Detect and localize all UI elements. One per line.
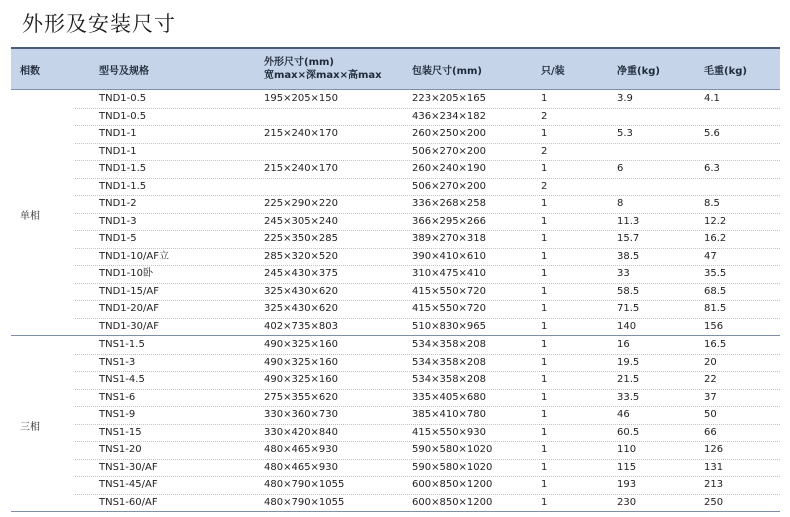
model-cell: TND1-3	[99, 215, 137, 227]
net-weight-cell: 60.5	[617, 426, 640, 438]
net-weight-cell: 33	[617, 268, 630, 279]
net-weight-cell: 8	[617, 198, 624, 209]
table-row	[11, 265, 780, 283]
dimensions-cell: 325×430×620	[264, 303, 339, 314]
gross-weight-cell: 81.5	[704, 303, 727, 314]
package-cell: 415×550×930	[412, 426, 487, 438]
net-weight-cell: 19.5	[617, 356, 640, 368]
phase-label: 单相	[20, 210, 40, 222]
quantity-cell: 1	[541, 320, 548, 332]
dimensions-cell: 325×430×620	[264, 285, 339, 297]
dimensions-cell: 285×320×520	[264, 250, 339, 262]
gross-weight-cell: 131	[704, 461, 724, 473]
header-net-weight: 净重(kg)	[617, 65, 660, 77]
dimensions-cell: 245×305×240	[264, 215, 339, 227]
net-weight-cell: 5.3	[617, 128, 633, 139]
table-row	[11, 195, 780, 213]
header-dimensions-line1: 外形尺寸(mm)	[264, 57, 334, 68]
header-dimensions	[264, 49, 382, 89]
table-row	[11, 424, 780, 442]
package-cell: 336×268×258	[412, 198, 487, 209]
model-cell: TND1-15/AF	[99, 285, 159, 297]
gross-weight-cell: 66	[704, 426, 717, 438]
net-weight-cell: 38.5	[617, 250, 640, 262]
quantity-cell: 1	[541, 339, 548, 350]
net-weight-cell: 6	[617, 163, 624, 174]
dimensions-cell: 490×325×160	[264, 339, 339, 350]
net-weight-cell: 140	[617, 320, 637, 332]
gross-weight-cell: 68.5	[704, 285, 727, 297]
quantity-cell: 1	[541, 479, 548, 490]
quantity-cell: 1	[541, 391, 548, 403]
phase-group	[11, 336, 780, 512]
model-cell: TND1-30/AF	[99, 320, 159, 332]
table-row	[11, 283, 780, 301]
table-row	[11, 230, 780, 248]
table-row	[11, 125, 780, 143]
dimensions-cell: 480×465×930	[264, 444, 339, 455]
table-row	[11, 248, 780, 266]
header-dimensions-line2: 宽max×深max×高max	[264, 70, 382, 81]
table-row	[11, 108, 780, 126]
dimensions-cell: 490×325×160	[264, 356, 339, 368]
package-cell: 506×270×200	[412, 180, 487, 192]
quantity-cell: 1	[541, 163, 548, 174]
net-weight-cell: 3.9	[617, 93, 633, 104]
package-cell: 415×550×720	[412, 303, 487, 314]
quantity-cell: 1	[541, 496, 548, 508]
table-row	[11, 494, 780, 512]
package-cell: 389×270×318	[412, 233, 487, 244]
table-row	[11, 318, 780, 336]
dimensions-cell: 245×430×375	[264, 268, 339, 279]
package-cell: 534×358×208	[412, 356, 487, 368]
gross-weight-cell: 156	[704, 320, 724, 332]
header-gross-weight: 毛重(kg)	[704, 65, 747, 77]
package-cell: 260×250×200	[412, 128, 487, 139]
net-weight-cell: 46	[617, 409, 630, 420]
model-cell: TND1-1	[99, 128, 137, 139]
package-cell: 260×240×190	[412, 163, 487, 174]
phase-group	[11, 90, 780, 336]
model-cell: TNS1-3	[99, 356, 136, 368]
quantity-cell: 2	[541, 180, 548, 192]
model-cell: TND1-2	[99, 198, 137, 209]
net-weight-cell: 16	[617, 339, 630, 350]
model-cell: TND1-1.5	[99, 163, 147, 174]
table-row	[11, 459, 780, 477]
package-cell: 310×475×410	[412, 268, 487, 279]
quantity-cell: 1	[541, 268, 548, 279]
model-cell: TNS1-30/AF	[99, 461, 158, 473]
net-weight-cell: 110	[617, 444, 637, 455]
gross-weight-cell: 250	[704, 496, 724, 508]
quantity-cell: 1	[541, 93, 548, 104]
package-cell: 534×358×208	[412, 339, 487, 350]
table-row	[11, 406, 780, 424]
net-weight-cell: 71.5	[617, 303, 640, 314]
model-cell: TNS1-60/AF	[99, 496, 158, 508]
quantity-cell: 1	[541, 426, 548, 438]
net-weight-cell: 115	[617, 461, 637, 473]
gross-weight-cell: 20	[704, 356, 717, 368]
table-row	[11, 160, 780, 178]
header-phase: 相数	[20, 65, 40, 77]
dimensions-cell: 195×205×150	[264, 93, 339, 104]
table-header	[11, 47, 780, 90]
quantity-cell: 1	[541, 356, 548, 368]
dimensions-cell: 490×325×160	[264, 374, 339, 385]
model-cell: TND1-1	[99, 145, 137, 157]
package-cell: 436×234×182	[412, 110, 487, 122]
quantity-cell: 1	[541, 198, 548, 209]
gross-weight-cell: 12.2	[704, 215, 727, 227]
quantity-cell: 1	[541, 303, 548, 314]
table-body	[11, 90, 780, 512]
package-cell: 506×270×200	[412, 145, 487, 157]
model-cell: TNS1-9	[99, 409, 136, 420]
dimensions-cell: 225×290×220	[264, 198, 339, 209]
page-title: 外形及安装尺寸	[22, 12, 176, 36]
table-row	[11, 143, 780, 161]
dimensions-cell: 402×735×803	[264, 320, 339, 332]
table-row	[11, 213, 780, 231]
package-cell: 534×358×208	[412, 374, 487, 385]
gross-weight-cell: 5.6	[704, 128, 720, 139]
quantity-cell: 1	[541, 250, 548, 262]
table-row	[11, 441, 780, 459]
net-weight-cell: 15.7	[617, 233, 640, 244]
dimensions-cell: 215×240×170	[264, 128, 339, 139]
package-cell: 510×830×965	[412, 320, 487, 332]
quantity-cell: 1	[541, 233, 548, 244]
gross-weight-cell: 126	[704, 444, 724, 455]
package-cell: 590×580×1020	[412, 444, 493, 455]
package-cell: 385×410×780	[412, 409, 487, 420]
net-weight-cell: 33.5	[617, 391, 640, 403]
dimensions-cell: 275×355×620	[264, 391, 339, 403]
quantity-cell: 1	[541, 461, 548, 473]
table-row	[11, 178, 780, 196]
model-cell: TND1-10/AF立	[99, 250, 169, 262]
dimensions-table	[11, 47, 780, 512]
header-quantity: 只/装	[541, 65, 565, 77]
table-row	[11, 90, 780, 108]
table-row	[11, 336, 780, 354]
dimensions-cell: 215×240×170	[264, 163, 339, 174]
model-cell: TNS1-1.5	[99, 339, 145, 350]
table-row	[11, 300, 780, 318]
header-package: 包装尺寸(mm)	[412, 65, 482, 77]
quantity-cell: 1	[541, 374, 548, 385]
package-cell: 390×410×610	[412, 250, 487, 262]
model-cell: TNS1-6	[99, 391, 136, 403]
quantity-cell: 2	[541, 145, 548, 157]
model-cell: TND1-5	[99, 233, 137, 244]
dimensions-cell: 480×790×1055	[264, 496, 345, 508]
gross-weight-cell: 50	[704, 409, 717, 420]
model-cell: TND1-0.5	[99, 93, 147, 104]
table-row	[11, 389, 780, 407]
package-cell: 415×550×720	[412, 285, 487, 297]
package-cell: 600×850×1200	[412, 479, 493, 490]
phase-label: 三相	[20, 421, 40, 433]
net-weight-cell: 230	[617, 496, 637, 508]
dimensions-cell: 330×420×840	[264, 426, 339, 438]
quantity-cell: 2	[541, 110, 548, 122]
gross-weight-cell: 37	[704, 391, 717, 403]
model-cell: TND1-10卧	[99, 268, 153, 279]
model-cell: TND1-1.5	[99, 180, 147, 192]
package-cell: 223×205×165	[412, 93, 487, 104]
table-row	[11, 371, 780, 389]
gross-weight-cell: 213	[704, 479, 724, 490]
gross-weight-cell: 16.2	[704, 233, 727, 244]
table-row	[11, 354, 780, 372]
dimensions-cell: 225×350×285	[264, 233, 339, 244]
net-weight-cell: 21.5	[617, 374, 640, 385]
table-row	[11, 476, 780, 494]
package-cell: 600×850×1200	[412, 496, 493, 508]
model-cell: TNS1-15	[99, 426, 142, 438]
net-weight-cell: 193	[617, 479, 637, 490]
dimensions-cell: 480×465×930	[264, 461, 339, 473]
gross-weight-cell: 4.1	[704, 93, 720, 104]
gross-weight-cell: 16.5	[704, 339, 727, 350]
gross-weight-cell: 8.5	[704, 198, 720, 209]
gross-weight-cell: 35.5	[704, 268, 727, 279]
net-weight-cell: 11.3	[617, 215, 640, 227]
model-cell: TND1-20/AF	[99, 303, 159, 314]
quantity-cell: 1	[541, 409, 548, 420]
model-cell: TNS1-4.5	[99, 374, 145, 385]
quantity-cell: 1	[541, 128, 548, 139]
net-weight-cell: 58.5	[617, 285, 640, 297]
model-cell: TNS1-45/AF	[99, 479, 158, 490]
dimensions-cell: 480×790×1055	[264, 479, 345, 490]
gross-weight-cell: 6.3	[704, 163, 720, 174]
quantity-cell: 1	[541, 285, 548, 297]
model-cell: TND1-0.5	[99, 110, 147, 122]
dimensions-cell: 330×360×730	[264, 409, 339, 420]
model-cell: TNS1-20	[99, 444, 142, 455]
package-cell: 366×295×266	[412, 215, 487, 227]
gross-weight-cell: 47	[704, 250, 717, 262]
quantity-cell: 1	[541, 444, 548, 455]
header-model: 型号及规格	[99, 65, 149, 77]
package-cell: 335×405×680	[412, 391, 487, 403]
gross-weight-cell: 22	[704, 374, 717, 385]
package-cell: 590×580×1020	[412, 461, 493, 473]
quantity-cell: 1	[541, 215, 548, 227]
